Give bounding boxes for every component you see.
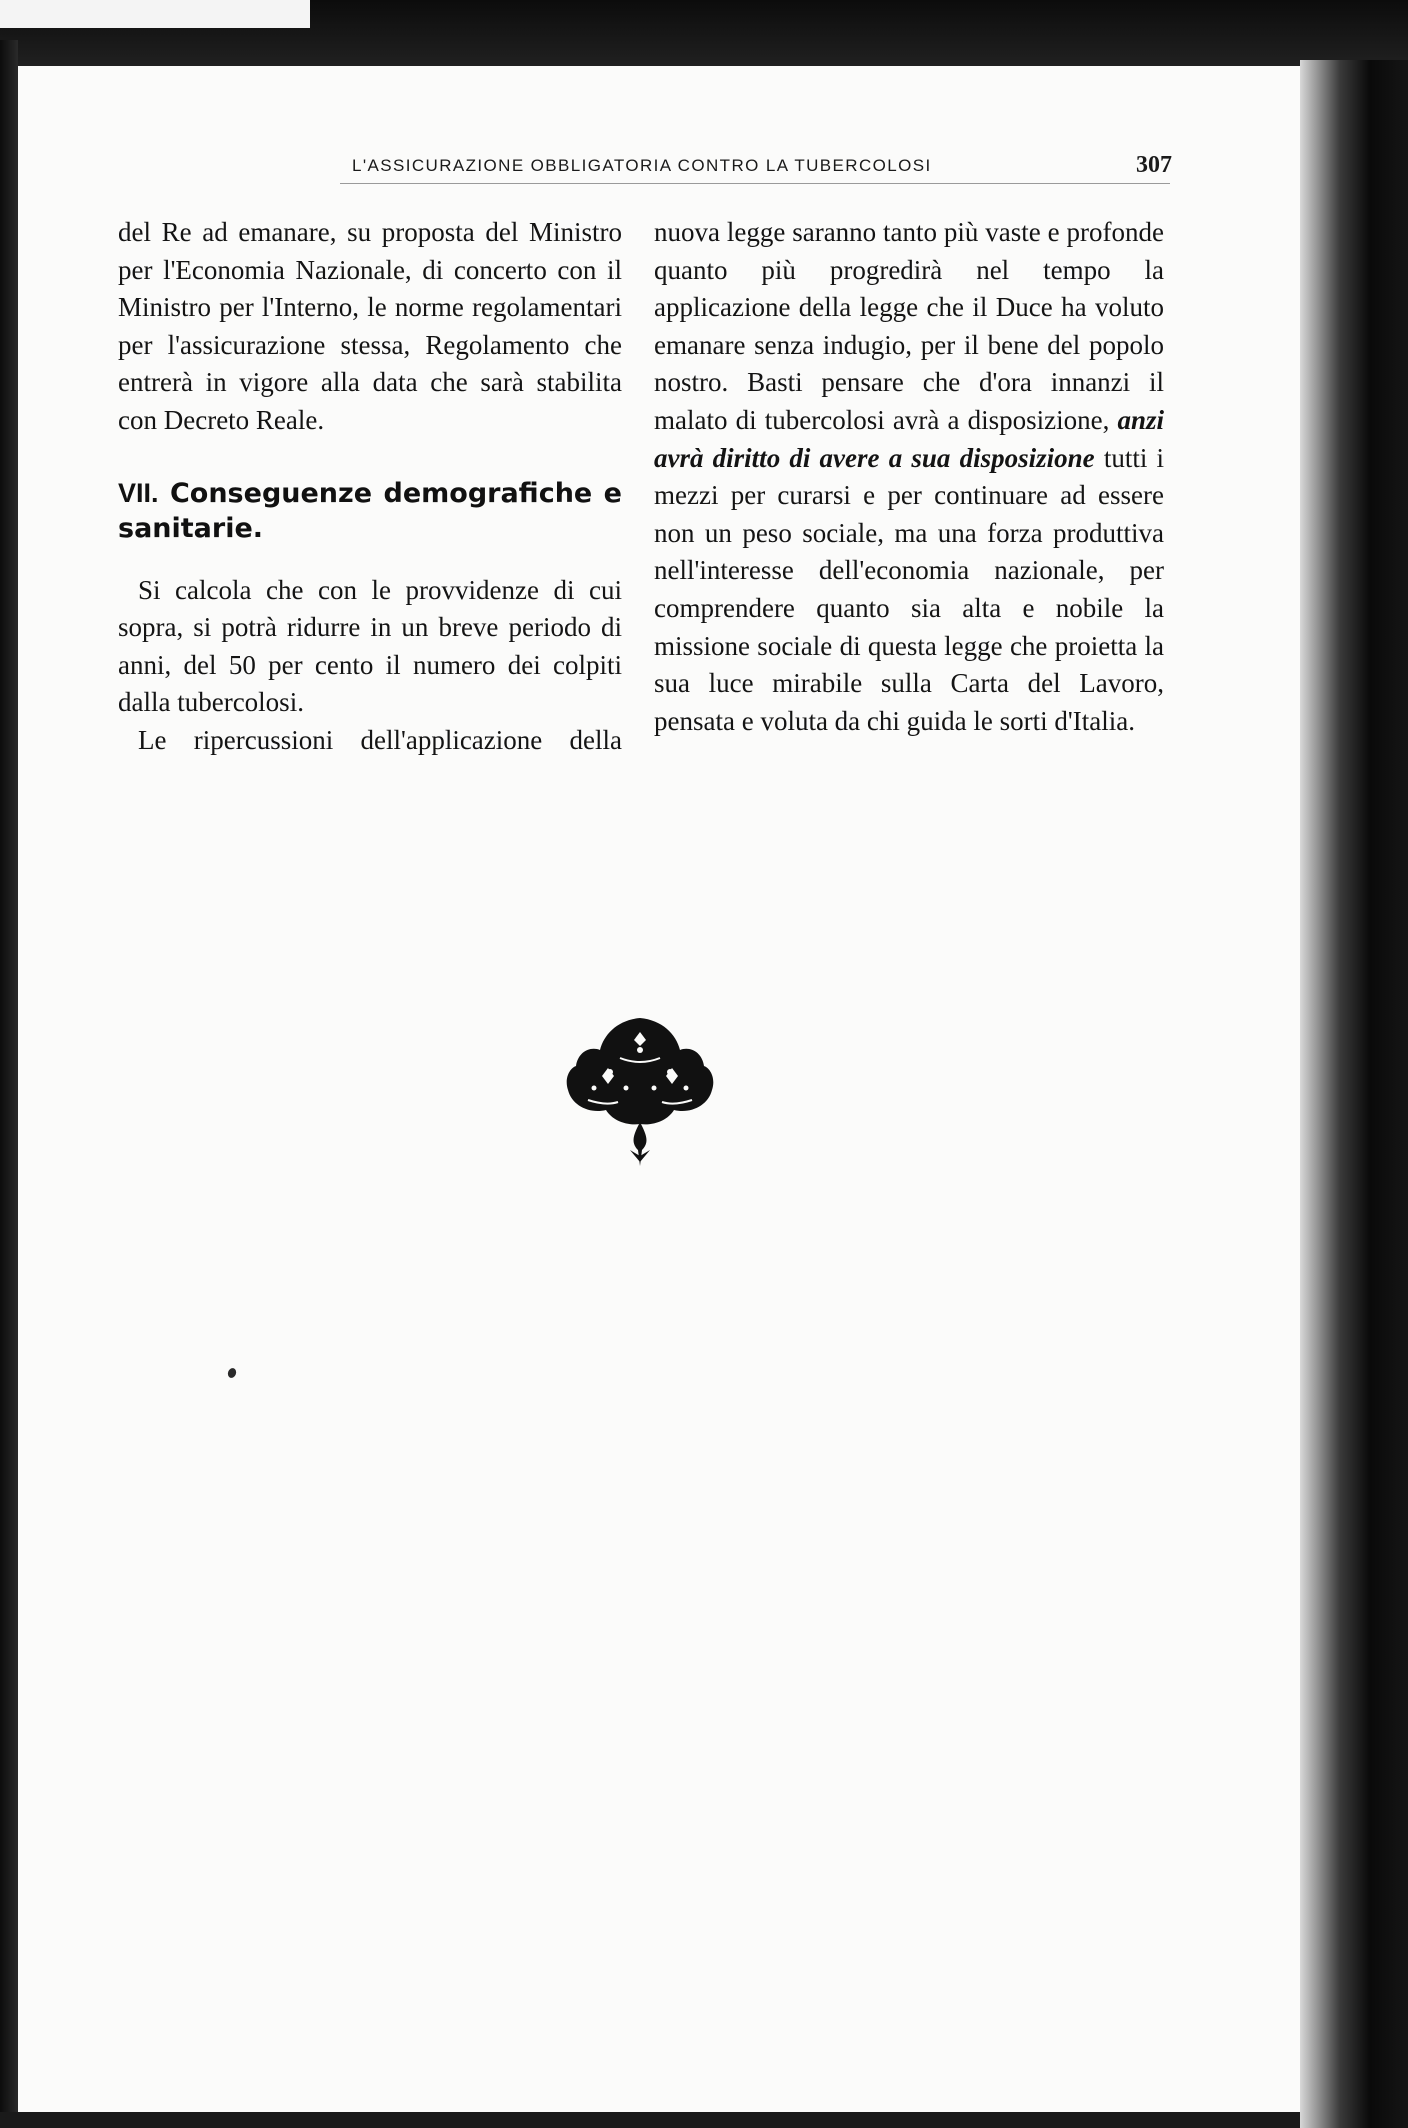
- paragraph-text: Le ripercussioni dell'applicazione della: [138, 724, 622, 755]
- paragraph-text: nuova legge saranno tanto più vaste e profonde quanto più progredirà nel tempo la applicazione della legge che il Duce ha voluto emanare senza indugio, per il bene del popolo nostro. Basti pensare che d'ora innanzi il malato di tubercolosi avrà a disposizione,: [654, 217, 1164, 435]
- emphasized-text: anzi avrà diritto di avere a sua disposizione: [654, 404, 1164, 473]
- paragraph-regolamento: [118, 214, 622, 440]
- floral-fleuron-icon: [560, 1010, 720, 1170]
- section-heading: [118, 476, 622, 546]
- page-number: 307: [1136, 152, 1172, 178]
- paragraph-text: tutti i mezzi per curarsi e per continuare ad essere non un peso sociale, ma una forza produttiva nell'interesse dell'economia nazionale, per comprendere quanto sia alta e nobile la missione sociale di questa legge che proietta la sua luce mirabile sulla Carta del Lavoro, pensata e voluta da chi guida le sorti d'Italia.: [654, 442, 1165, 736]
- paragraph-continuation: [654, 214, 1164, 740]
- section-title: Conseguenze demografiche e sanitarie.: [118, 477, 622, 544]
- book-spine-shadow: [1300, 60, 1408, 2128]
- running-head: L'ASSICURAZIONE OBBLIGATORIA CONTRO LA TUBERCOLOSI: [352, 156, 932, 175]
- scan-border-bottom: [0, 2112, 1408, 2128]
- section-number: VII.: [118, 477, 159, 508]
- header-rule: [340, 183, 1170, 184]
- right-column: [654, 214, 1164, 740]
- scan-border-left: [0, 40, 18, 2128]
- paragraph-text: Si calcola che con le provvidenze di cui sopra, si potrà ridurre in un breve periodo di anni, del 50 per cento il numero dei colpiti dalla tubercolosi.: [118, 574, 622, 718]
- scan-border-edge: [0, 0, 310, 28]
- paragraph-calcola: [118, 572, 622, 722]
- paragraph-text: del Re ad emanare, su proposta del Ministro per l'Economia Nazionale, di concerto con il Ministro per l'Interno, le norme regolamentari per l'assicurazione stessa, Regolamento che entrerà in vigore alla data che sarà stabilita con Decreto Reale.: [118, 217, 622, 435]
- left-column: [118, 214, 622, 760]
- paragraph-ripercussioni: [118, 722, 622, 760]
